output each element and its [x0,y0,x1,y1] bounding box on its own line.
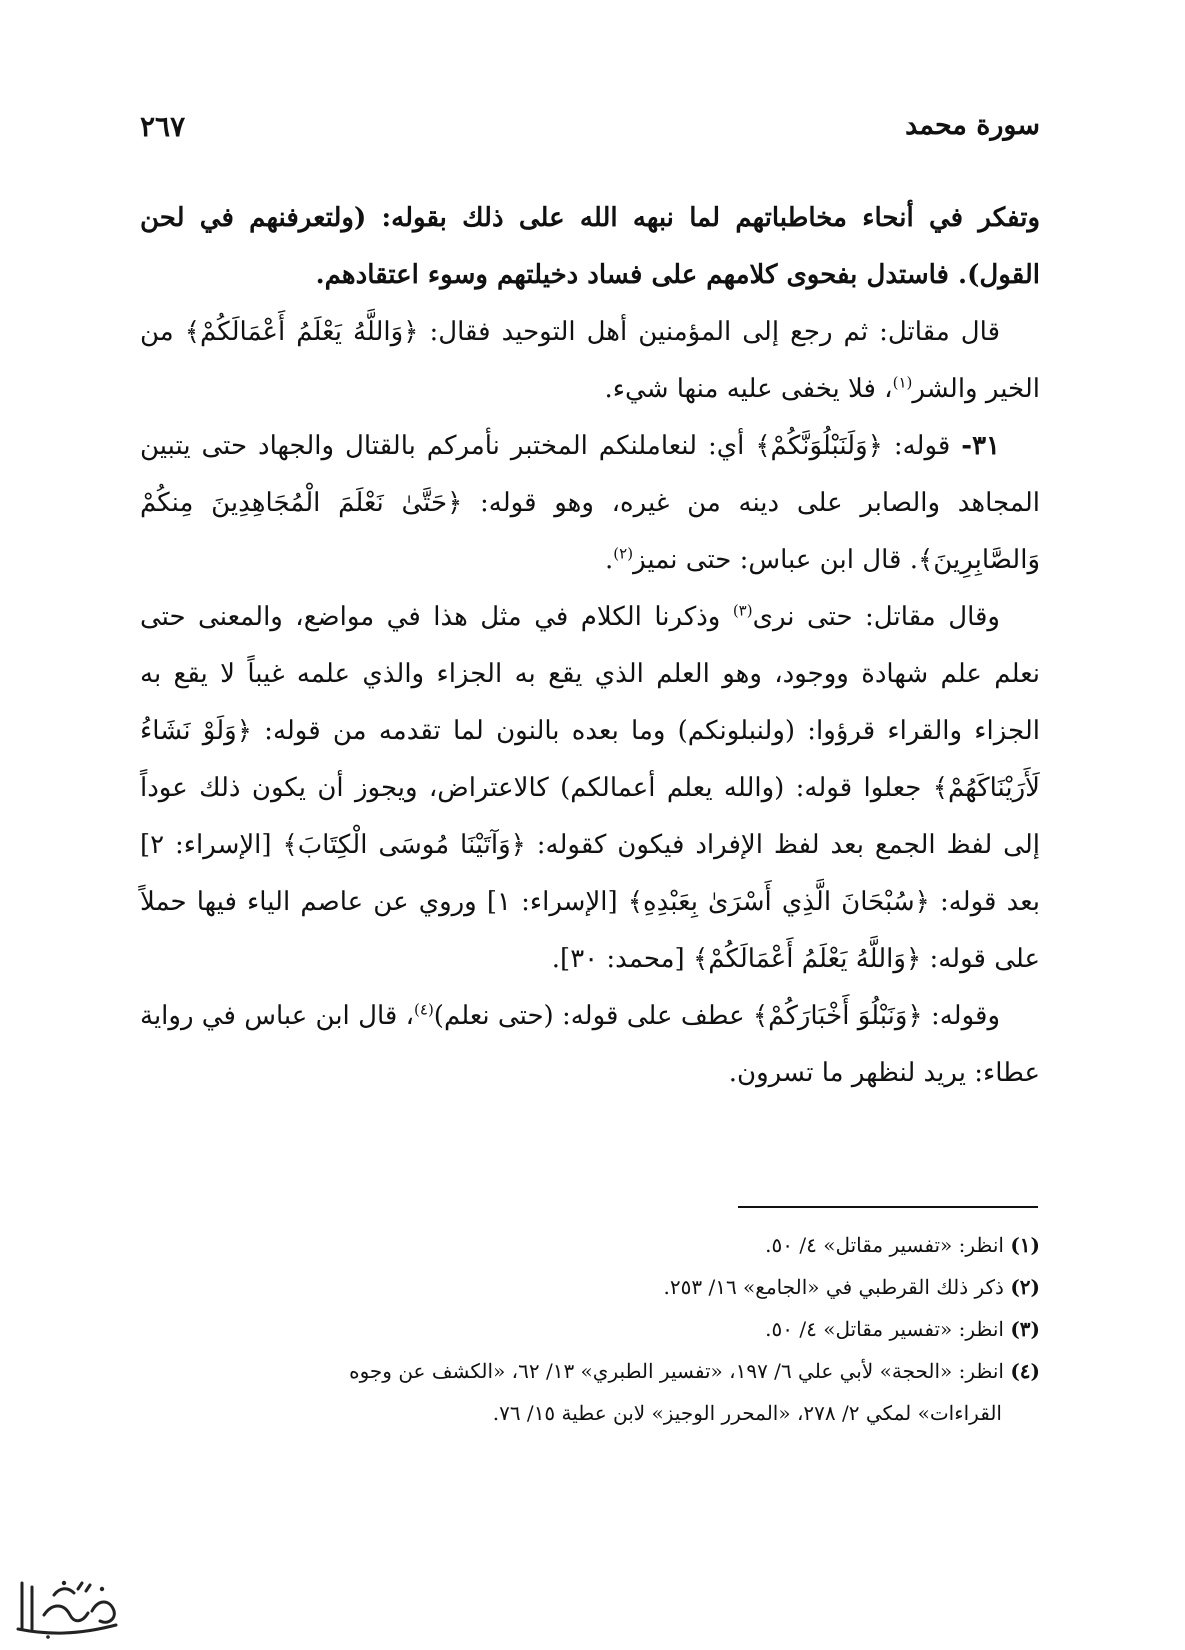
paragraph-5 [140,988,1040,1102]
footnote-number: (١) [1010,1233,1040,1257]
footnote-4 [140,1350,1040,1392]
paragraph-text: . [605,545,614,575]
footnote-4-continued: القراءات» لمكي ٢/ ٢٧٨، «المحرر الوجيز» لابن عطية ١٥/ ٧٦. [492,1401,1002,1425]
footnotes [140,1224,1040,1434]
footnote-ref: (٣) [732,601,753,620]
footnote-text: انظر: «تفسير مقاتل» ٤/ ٥٠. [765,1317,1011,1341]
paragraph-2 [140,304,1040,418]
page-header [140,110,1040,150]
paragraph-text: عطف على قوله: (حتى نعلم) [433,1001,753,1031]
footnote-text: انظر: «تفسير مقاتل» ٤/ ٥٠. [765,1233,1011,1257]
quran-verse: ﴿وَآتَيْنَا مُوسَى الْكِتَابَ﴾ [282,830,526,860]
paragraph-text: [محمد: ٣٠]. [551,944,693,974]
footnote-ref: (٢) [613,544,634,563]
main-text [140,190,1040,1102]
paragraph-text: . قال ابن عباس: حتى نميز [633,545,918,575]
quran-verse: ﴿وَنَبْلُوَ أَخْبَارَكُمْ﴾ [752,1001,923,1031]
paragraph-text: جعلوا قوله: (والله يعلم أعمالكم) كالاعتراض، ويجوز أن يكون ذلك عوداً إلى لفظ الجمع بعد لفظ الإفراد فيكون كقوله: [140,773,1040,860]
paragraph-text: [الإسراء: ٢] بعد قوله: [140,830,1041,917]
footnote-number: (٤) [1010,1359,1040,1383]
footnote-ref: (١) [892,373,913,392]
chapter-title: سورة محمد [905,110,1040,141]
footnote-2 [140,1266,1040,1308]
footnote-number: (٢) [1010,1275,1040,1299]
footnote-number: (٣) [1010,1317,1040,1341]
quran-verse: ﴿وَلَوْ نَشَاءُ لَأَرَيْنَاكَهُمْ﴾ [140,716,1040,803]
paragraph-text: قال مقاتل: ثم رجع إلى المؤمنين أهل التوحيد فقال: [418,317,1001,347]
paragraph-text: وذكرنا الكلام في مثل هذا في مواضع، والمعنى حتى نعلم علم شهادة ووجود، وهو العلم الذي يقع به الجزاء والذي علمه غيباً لا يقع به الجزاء والقراء قرؤوا: (ولنبلونكم) وما بعده بالنون لما تقدمه من قوله: [140,602,1040,746]
page-number: ٢٦٧ [140,110,186,143]
quran-verse: ﴿حَتَّىٰ نَعْلَمَ الْمُجَاهِدِينَ مِنكُمْ وَالصَّابِرِينَ﴾ [140,488,1040,575]
paragraph-4 [140,589,1040,988]
paragraph-text: ، فلا يخفى عليه منها شيء. [604,374,893,404]
verse-number: ٣١- [961,431,1000,461]
paragraph-1: وتفكر في أنحاء مخاطباتهم لما نبهه الله على ذلك بقوله: (ولتعرفنهم في لحن القول). فاستدل بفحوى كلامهم على فساد دخيلتهم وسوء اعتقادهم. [140,203,1040,290]
quran-verse: ﴿سُبْحَانَ الَّذِي أَسْرَىٰ بِعَبْدِهِ﴾ [627,887,930,917]
paragraph-text: وقال مقاتل: حتى نرى [752,602,1000,632]
calligraphy-logo-icon [8,1565,128,1643]
quran-verse: ﴿وَاللَّهُ يَعْلَمُ أَعْمَالَكُمْ﴾ [692,944,922,974]
paragraph-text: أي: لنعاملنكم المختبر نأمركم بالقتال والجهاد حتى يتبين المجاهد والصابر على دينه من غيره، وهو قوله: [140,431,1041,518]
paragraph-text: قوله: [882,431,962,461]
footnote-1 [140,1224,1040,1266]
paragraph-text: [الإسراء: ١] وروي عن عاصم الياء فيها حملاً على قوله: [140,887,1040,974]
quran-verse: ﴿وَلَنَبْلُوَنَّكُمْ﴾ [755,431,883,461]
footnote-divider [738,1206,1038,1208]
paragraph-text: من الخير والشر [140,317,1040,404]
footnote-ref: (٤) [414,1000,434,1019]
footnote-3 [140,1308,1040,1350]
paragraph-3 [140,418,1040,589]
paragraph-text: وقوله: [922,1001,1000,1031]
quran-verse: ﴿وَاللَّهُ يَعْلَمُ أَعْمَالَكُمْ﴾ [184,317,419,347]
footnote-text: انظر: «الحجة» لأبي علي ٦/ ١٩٧، «تفسير الطبري» ١٣/ ٦٢، «الكشف عن وجوه [349,1359,1011,1383]
paragraph-text: ، قال ابن عباس في رواية عطاء: يريد لنظهر ما تسرون. [140,1001,1040,1088]
footnote-text: ذكر ذلك القرطبي في «الجامع» ١٦/ ٢٥٣. [663,1275,1011,1299]
